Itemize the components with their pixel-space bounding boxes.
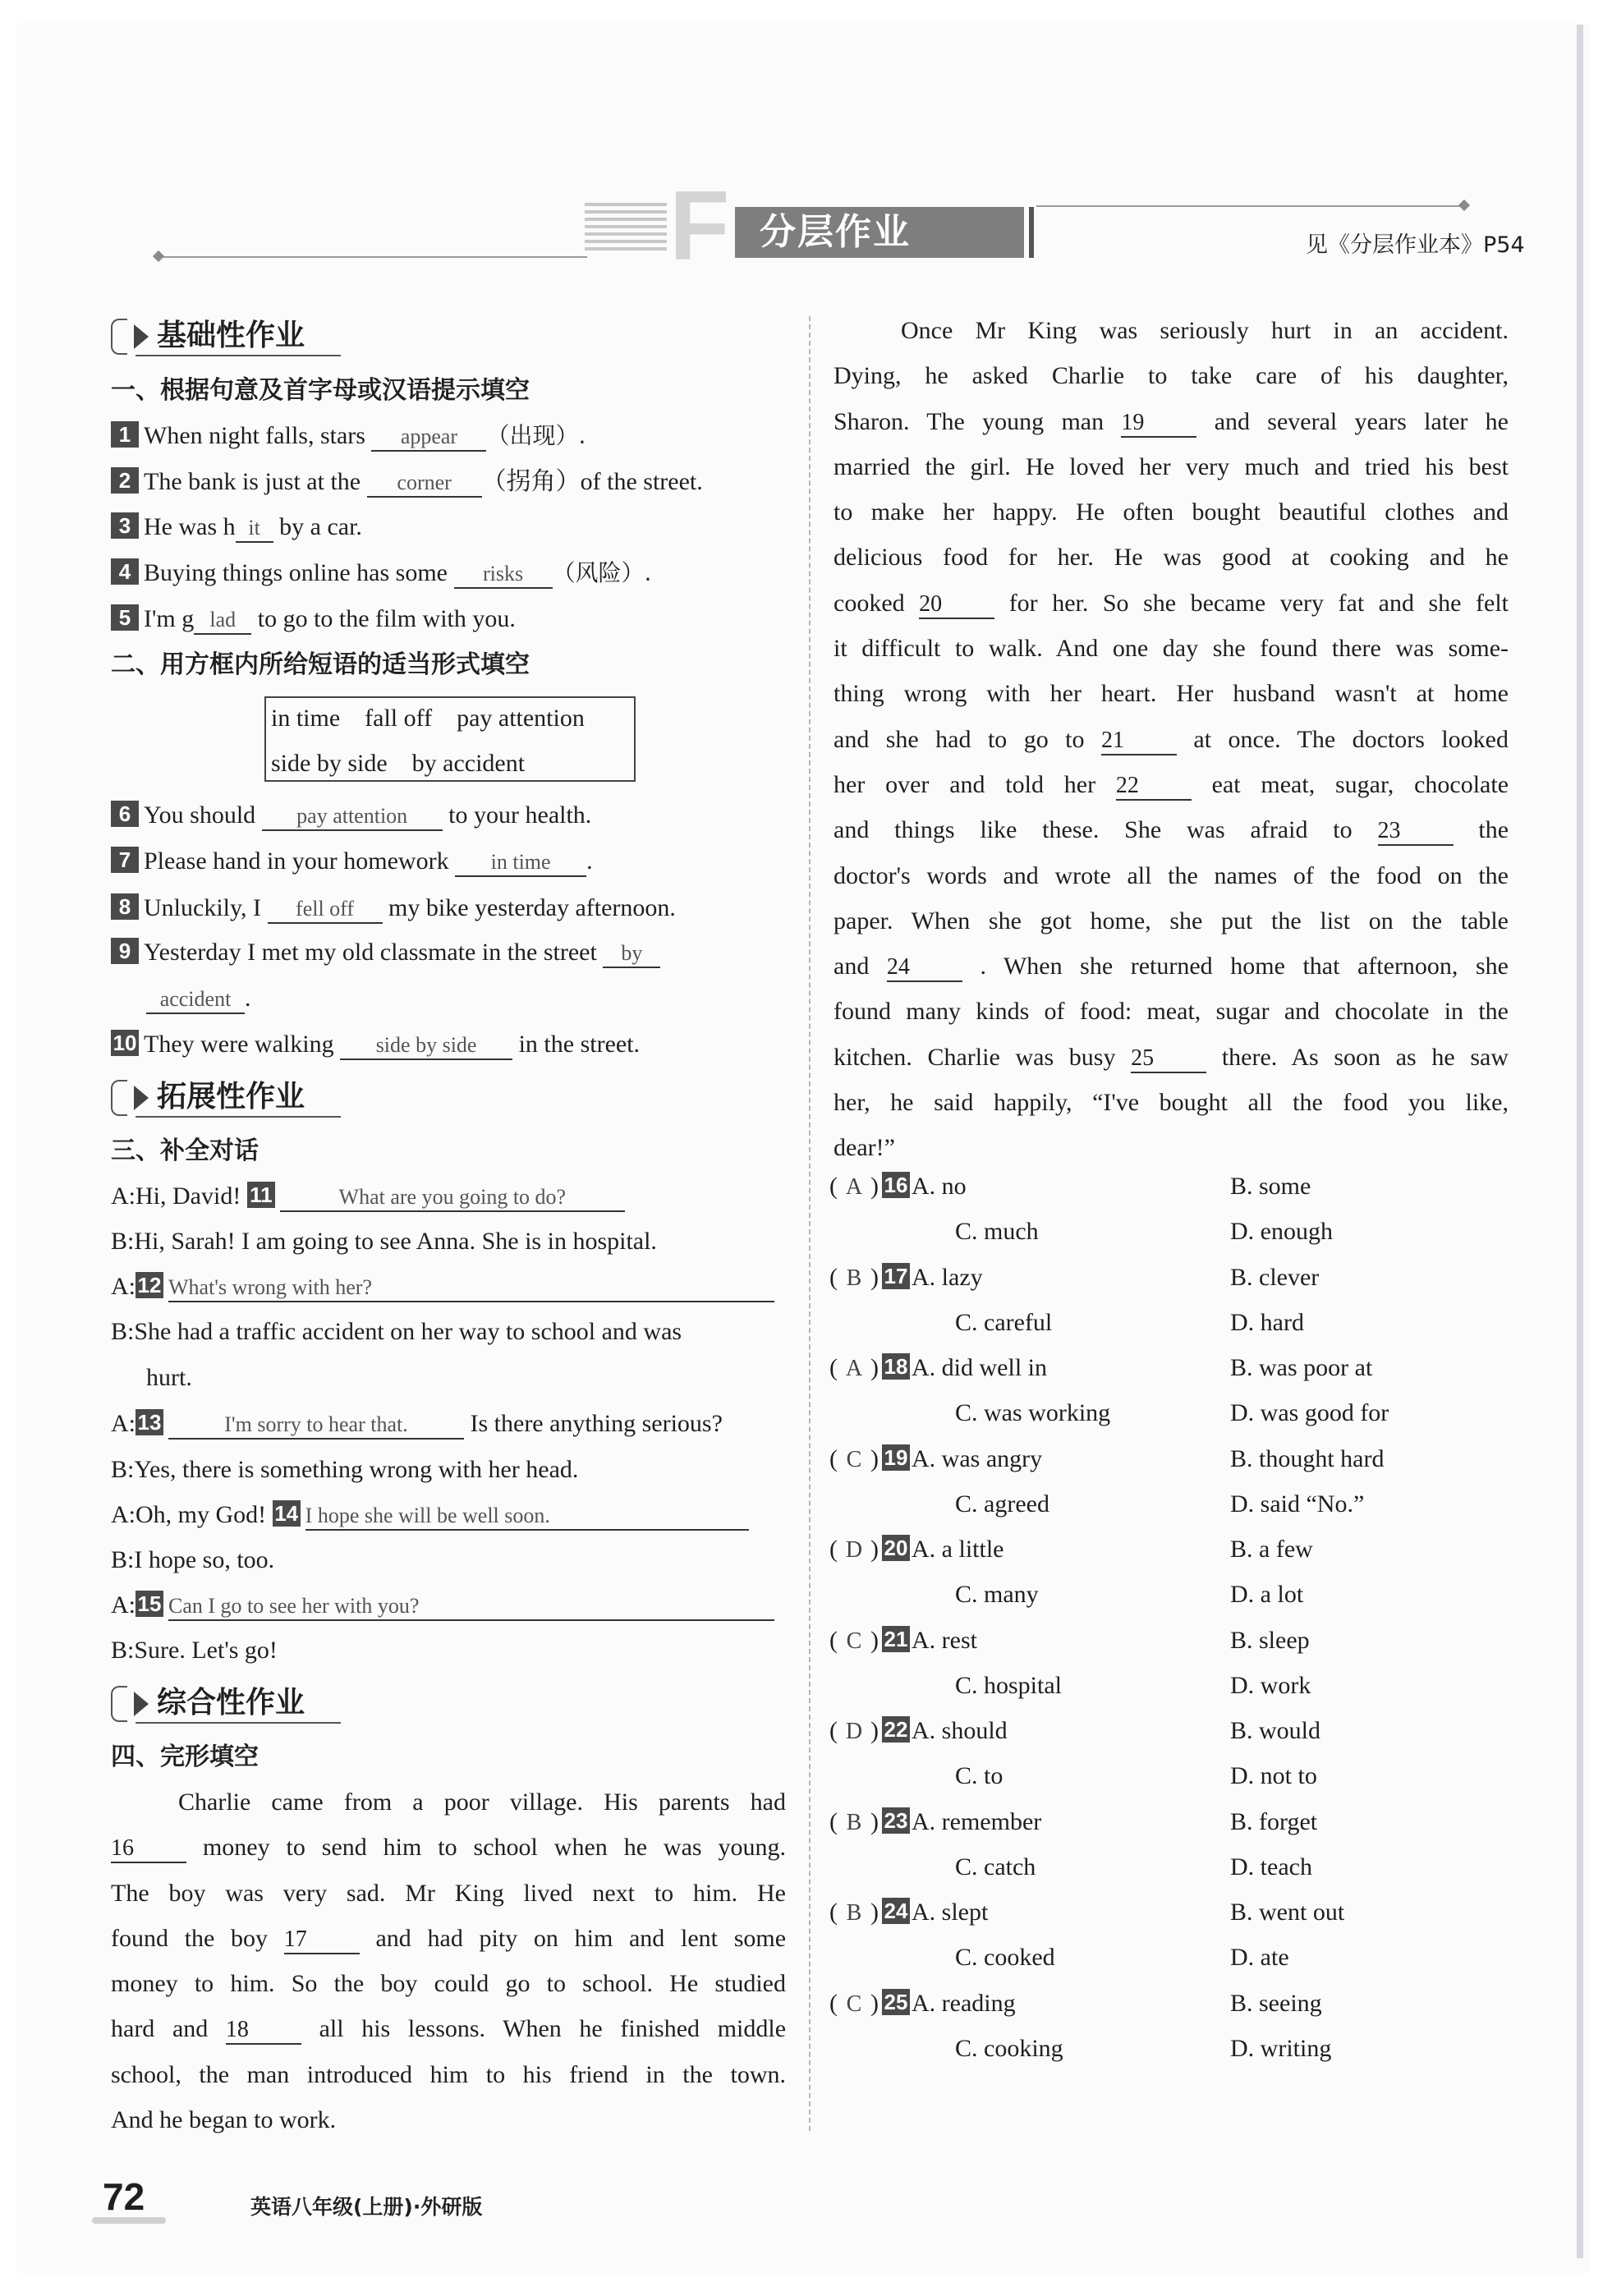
passage-line: thing wrong with her heart. Her husband wasn't at home (834, 680, 1509, 708)
speaker: A: (111, 1501, 135, 1528)
option-b[interactable]: B. thought hard (1230, 1444, 1385, 1472)
dialogue-text: Hi, David! (135, 1182, 247, 1210)
section-bracket-icon (111, 1080, 127, 1116)
question-2 (111, 466, 703, 498)
answer-blank[interactable]: I hope she will be well soon. (305, 1503, 749, 1531)
question-4 (111, 557, 651, 590)
chosen-answer[interactable]: D (845, 1719, 863, 1744)
cloze-blank[interactable]: 21 (1101, 728, 1177, 755)
question-number: 3 (111, 512, 139, 539)
speaker: B: (111, 1228, 135, 1255)
question-9 (111, 936, 660, 969)
option-row (829, 1170, 967, 1204)
paren-open: ( (829, 1173, 838, 1200)
paren-close: ) (870, 1899, 879, 1926)
question-text: Unluckily, I (144, 894, 268, 921)
dialogue-line-1 (111, 1180, 625, 1213)
chosen-answer[interactable]: C (846, 1628, 862, 1654)
dialogue-line-3 (111, 1270, 774, 1303)
question-number: 6 (111, 801, 139, 827)
passage-line: married the girl. He loved her very much and tried his best (834, 452, 1509, 480)
option-c[interactable]: C. to (955, 1762, 1003, 1789)
question-1 (111, 420, 586, 452)
passage-line: cooked 20 for her. So she became very fat and she felt (834, 581, 1509, 626)
answer-blank[interactable]: What's wrong with her? (168, 1274, 774, 1302)
question-number: 1 (111, 421, 139, 448)
dialogue-text: Hi, Sarah! I am going to see Anna. She is in hospital. (134, 1228, 657, 1255)
option-b[interactable]: B. would (1230, 1717, 1321, 1744)
paren-open: ( (829, 1263, 838, 1291)
dialogue-line-8 (111, 1544, 274, 1577)
option-b[interactable]: B. went out (1230, 1899, 1345, 1926)
question-text-after: my bike yesterday afternoon. (382, 894, 676, 921)
speaker: B: (111, 1546, 135, 1573)
chosen-answer[interactable]: A (845, 1356, 863, 1381)
option-row (829, 1715, 1008, 1748)
question-number: 22 (882, 1716, 910, 1743)
paren-close: ) (870, 1626, 879, 1654)
option-row (829, 1533, 1003, 1567)
passage-line: her over and told her 22 eat meat, sugar, chocolate (834, 762, 1509, 807)
passage-line: money to him. So the boy could go to school. He studied (111, 1970, 786, 1998)
option-c[interactable]: C. many (955, 1581, 1039, 1608)
question-text: The bank is just at the (144, 468, 367, 495)
dialogue-line-6 (111, 1453, 578, 1486)
option-a[interactable]: A. no (912, 1173, 967, 1200)
chosen-answer[interactable]: B (846, 1265, 862, 1291)
option-a[interactable]: A. reading (912, 1989, 1016, 2017)
cloze-blank[interactable]: 17 (284, 1926, 360, 1954)
cloze-blank[interactable]: 23 (1378, 818, 1454, 846)
answer-blank[interactable]: fell off (268, 896, 383, 924)
header-stripes (585, 203, 667, 254)
paren-open: ( (829, 1899, 838, 1926)
question-number: 11 (247, 1182, 275, 1208)
option-d[interactable]: D. teach (1230, 1853, 1312, 1880)
question-text-after: by a car. (273, 513, 362, 540)
header-letter: F (669, 171, 730, 281)
dialogue-text: I hope so, too. (134, 1546, 275, 1573)
passage-line: delicious food for her. He was good at cooking and he (834, 544, 1509, 572)
option-b[interactable]: B. some (1230, 1173, 1311, 1200)
question-text-after: （出现）. (486, 422, 586, 449)
dialogue-line-4-continued: hurt. (146, 1364, 192, 1391)
section-basic-underline (135, 355, 341, 356)
question-number: 23 (882, 1807, 910, 1834)
option-b[interactable]: B. clever (1230, 1263, 1320, 1291)
section-basic (111, 317, 305, 355)
speaker: B: (111, 1456, 135, 1483)
option-b[interactable]: B. was poor at (1230, 1354, 1373, 1381)
passage-line: doctor's words and wrote all the names of the food on the (834, 861, 1509, 889)
option-row (829, 1987, 1016, 2021)
paren-open: ( (829, 1626, 838, 1654)
option-c[interactable]: C. agreed (955, 1490, 1049, 1518)
cloze-passage-left (111, 1779, 786, 2142)
option-d[interactable]: D. enough (1230, 1218, 1333, 1245)
cloze-blank[interactable]: 24 (887, 954, 962, 982)
arrow-icon (134, 324, 149, 349)
option-a[interactable]: A. a little (912, 1536, 1004, 1563)
part4-title: 四、完形填空 (111, 1743, 259, 1771)
question-number: 5 (111, 604, 139, 631)
passage-line: kitchen. Charlie was busy 25 there. As soon as he saw (834, 1035, 1509, 1080)
paren-open: ( (829, 1354, 838, 1381)
passage-line: school, the man introduced him to his friend in the town. (111, 2060, 786, 2088)
paren-open: ( (829, 1989, 838, 2017)
chosen-answer[interactable]: A (845, 1174, 863, 1200)
option-row (829, 1624, 977, 1658)
paren-close: ) (870, 1717, 879, 1744)
passage-line: Once Mr King was seriously hurt in an accident. (901, 317, 1509, 344)
header-bar (1029, 207, 1034, 258)
dialogue-text: Oh, my God! (135, 1501, 273, 1528)
question-number: 20 (882, 1535, 910, 1561)
passage-line: Sharon. The young man 19 and several years later he (834, 399, 1509, 444)
passage-line: paper. When she got home, she put the list on the table (834, 907, 1509, 934)
passage-line: 16 money to send him to school when he was young. (111, 1825, 786, 1870)
option-d[interactable]: D. said “No.” (1230, 1490, 1365, 1518)
section-bracket-icon (111, 319, 127, 355)
question-text: You should (144, 801, 262, 829)
page-edge (1577, 25, 1583, 2258)
passage-line: The boy was very sad. Mr King lived next to him. He (111, 1879, 786, 1907)
dialogue-line-10 (111, 1634, 278, 1667)
option-a[interactable]: A. did well in (912, 1354, 1047, 1381)
part3-title: 三、补全对话 (111, 1137, 259, 1165)
option-d[interactable]: D. was good for (1230, 1399, 1389, 1426)
passage-line: And he began to work. (111, 2106, 337, 2134)
question-number: 25 (882, 1989, 910, 2015)
question-6 (111, 799, 591, 832)
option-a[interactable]: A. remember (912, 1807, 1042, 1835)
paren-close: ) (870, 1807, 879, 1835)
option-a[interactable]: A. rest (912, 1626, 977, 1654)
question-text-after: in the street. (512, 1031, 641, 1058)
section-basic-label: 基础性作业 (157, 319, 305, 352)
dialogue-line-4 (111, 1316, 682, 1348)
passage-line: Charlie came from a poor village. His parents had (178, 1789, 786, 1816)
option-c[interactable]: C. cooking (955, 2034, 1063, 2062)
section-comprehensive (111, 1684, 305, 1722)
cloze-passage-right (834, 308, 1509, 1171)
paren-open: ( (829, 1444, 838, 1472)
section-extended (111, 1078, 305, 1116)
question-number: 9 (111, 938, 139, 964)
arrow-icon (134, 1086, 149, 1110)
question-number: 18 (882, 1353, 910, 1380)
speaker: A: (111, 1591, 135, 1619)
phrase-box-line-2: side by side by accident (271, 750, 526, 777)
question-8 (111, 892, 676, 925)
paren-close: ) (870, 1354, 879, 1381)
phrase-box-line-1: in time fall off pay attention (271, 705, 585, 732)
question-number: 7 (111, 847, 139, 873)
question-number: 14 (273, 1500, 301, 1527)
option-row (829, 1896, 988, 1930)
passage-line: Dying, he asked Charlie to take care of his daughter, (834, 362, 1509, 390)
option-a[interactable]: A. slept (912, 1899, 989, 1926)
option-c[interactable]: C. was working (955, 1399, 1111, 1426)
question-number: 24 (882, 1898, 910, 1924)
option-d[interactable]: D. ate (1230, 1944, 1289, 1971)
section-comprehensive-label: 综合性作业 (157, 1686, 305, 1720)
question-10 (111, 1028, 640, 1061)
option-d[interactable]: D. not to (1230, 1762, 1317, 1789)
question-number: 10 (111, 1030, 139, 1056)
cloze-blank[interactable]: 16 (111, 1835, 186, 1863)
question-5 (111, 603, 516, 636)
question-number: 21 (882, 1626, 910, 1652)
passage-line: it difficult to walk. And one day she found there was some- (834, 635, 1509, 663)
answer-blank[interactable]: lad (194, 607, 251, 635)
option-a[interactable]: A. lazy (912, 1263, 983, 1291)
dialogue-text-after: Is there anything serious? (464, 1410, 723, 1437)
answer-blank[interactable]: it (236, 515, 273, 543)
answer-blank[interactable]: Can I go to see her with you? (168, 1593, 774, 1621)
answer-blank[interactable]: corner (367, 470, 482, 498)
option-c[interactable]: C. cooked (955, 1944, 1055, 1971)
header-rule-left (160, 256, 587, 258)
cloze-blank[interactable]: 20 (919, 591, 994, 619)
chosen-answer[interactable]: B (846, 1809, 862, 1835)
section-extended-label: 拓展性作业 (157, 1080, 305, 1114)
question-text-after: . (586, 847, 593, 875)
question-number: 2 (111, 467, 139, 494)
option-d[interactable]: D. writing (1230, 2034, 1332, 2062)
option-d[interactable]: D. work (1230, 1671, 1311, 1699)
paren-open: ( (829, 1536, 838, 1563)
option-d[interactable]: D. a lot (1230, 1581, 1304, 1608)
option-c[interactable]: C. catch (955, 1853, 1036, 1880)
question-3 (111, 511, 362, 544)
option-row (829, 1352, 1047, 1385)
speaker: B: (111, 1637, 135, 1664)
chosen-answer[interactable]: C (846, 1991, 862, 2017)
question-text: Please hand in your homework (144, 847, 456, 875)
dialogue-text: She had a traffic accident on her way to school and was (134, 1318, 682, 1345)
header-title: 分层作业 (760, 211, 911, 253)
answer-blank[interactable]: by (603, 940, 660, 968)
option-b[interactable]: B. seeing (1230, 1989, 1322, 2017)
question-number: 13 (135, 1409, 163, 1435)
question-text-after: （拐角）of the street. (481, 468, 703, 495)
question-text: They were walking (144, 1031, 341, 1058)
option-row (829, 1443, 1042, 1476)
option-c[interactable]: C. much (955, 1218, 1039, 1245)
passage-line: dear!” (834, 1134, 895, 1162)
dialogue-text: Sure. Let's go! (134, 1637, 278, 1664)
answer-blank[interactable]: appear (371, 424, 486, 452)
chosen-answer[interactable]: C (846, 1446, 862, 1472)
paren-close: ) (870, 1536, 879, 1563)
answer-blank-continued[interactable]: accident (146, 986, 245, 1014)
cloze-blank[interactable]: 22 (1116, 773, 1192, 801)
passage-line: found the boy 17 and had pity on him and lent some (111, 1916, 786, 1961)
answer-blank[interactable]: pay attention (262, 803, 443, 831)
page-number: 72 (103, 2175, 145, 2218)
speaker: A: (111, 1410, 135, 1437)
question-number: 8 (111, 893, 139, 920)
paren-close: ) (870, 1444, 879, 1472)
chosen-answer[interactable]: D (845, 1537, 863, 1563)
speaker: A: (111, 1182, 135, 1210)
passage-line: and 24 . When she returned home that afternoon, she (834, 944, 1509, 989)
option-c[interactable]: C. hospital (955, 1671, 1063, 1699)
answer-blank[interactable]: What are you going to do? (280, 1184, 625, 1212)
option-b[interactable]: B. sleep (1230, 1626, 1310, 1654)
answer-blank[interactable]: risks (454, 561, 553, 589)
section-bracket-icon (111, 1686, 127, 1722)
speaker: B: (111, 1318, 135, 1345)
question-text: He was h (144, 513, 236, 540)
question-text: I'm g (144, 605, 195, 632)
part2-title: 二、用方框内所给短语的适当形式填空 (111, 650, 530, 679)
question-text-after: to go to the film with you. (251, 605, 516, 632)
passage-line: to make her happy. He often bought beautiful clothes and (834, 498, 1509, 526)
dialogue-line-7 (111, 1499, 749, 1531)
paren-close: ) (870, 1173, 879, 1200)
option-a[interactable]: A. was angry (912, 1444, 1043, 1472)
option-b[interactable]: B. forget (1230, 1807, 1318, 1835)
question-text: Buying things online has some (144, 559, 454, 586)
cloze-blank[interactable]: 25 (1131, 1045, 1206, 1073)
passage-line: hard and 18 all his lessons. When he finished middle (111, 2006, 786, 2051)
question-number: 19 (882, 1444, 910, 1471)
question-number: 17 (882, 1263, 910, 1289)
dialogue-line-2 (111, 1225, 657, 1258)
section-comprehensive-underline (135, 1722, 341, 1724)
arrow-icon (134, 1692, 149, 1716)
question-number: 16 (882, 1172, 910, 1198)
option-c[interactable]: C. careful (955, 1308, 1053, 1336)
question-text-after: to your health. (442, 801, 592, 829)
column-divider (809, 316, 811, 2131)
question-text: When night falls, stars (144, 422, 372, 449)
part1-title: 一、根据句意及首字母或汉语提示填空 (111, 376, 530, 405)
chosen-answer[interactable]: B (846, 1900, 862, 1926)
passage-line: and things like these. She was afraid to 23 the (834, 807, 1509, 852)
paren-close: ) (870, 1989, 879, 2017)
passage-line: found many kinds of food: meat, sugar and chocolate in the (834, 998, 1509, 1026)
option-row (829, 1261, 983, 1295)
paren-open: ( (829, 1807, 838, 1835)
question-text: Yesterday I met my old classmate in the street (144, 939, 604, 966)
dialogue-text: Yes, there is something wrong with her head. (134, 1456, 579, 1483)
question-text-after: . (245, 985, 251, 1012)
speaker: A: (111, 1273, 135, 1300)
question-9-continued (146, 982, 251, 1015)
answer-blank[interactable]: in time (455, 849, 586, 877)
question-number: 15 (135, 1591, 163, 1617)
answer-blank[interactable]: side by side (340, 1032, 512, 1060)
option-row (829, 1806, 1041, 1839)
section-extended-underline (135, 1116, 341, 1118)
question-text-after: （风险）. (552, 559, 652, 586)
header-rule-right (1036, 205, 1463, 207)
question-number: 4 (111, 558, 139, 585)
passage-line: her, he said happily, “I've bought all the food you like, (834, 1089, 1509, 1117)
question-7 (111, 845, 593, 878)
question-number: 12 (135, 1272, 163, 1298)
book-title: 英语八年级(上册)·外研版 (250, 2195, 483, 2219)
option-d[interactable]: D. hard (1230, 1308, 1304, 1336)
dialogue-line-5 (111, 1407, 723, 1440)
dialogue-line-9 (111, 1589, 774, 1622)
passage-line: and she had to go to 21 at once. The doctors looked (834, 717, 1509, 762)
paren-close: ) (870, 1263, 879, 1291)
cloze-blank[interactable]: 19 (1121, 410, 1196, 438)
option-a[interactable]: A. should (912, 1717, 1008, 1744)
cloze-blank[interactable]: 18 (226, 2017, 301, 2045)
workbook-reference: 见《分层作业本》P54 (1306, 232, 1525, 258)
option-b[interactable]: B. a few (1230, 1536, 1313, 1563)
paren-open: ( (829, 1717, 838, 1744)
answer-blank[interactable]: I'm sorry to hear that. (168, 1412, 464, 1440)
